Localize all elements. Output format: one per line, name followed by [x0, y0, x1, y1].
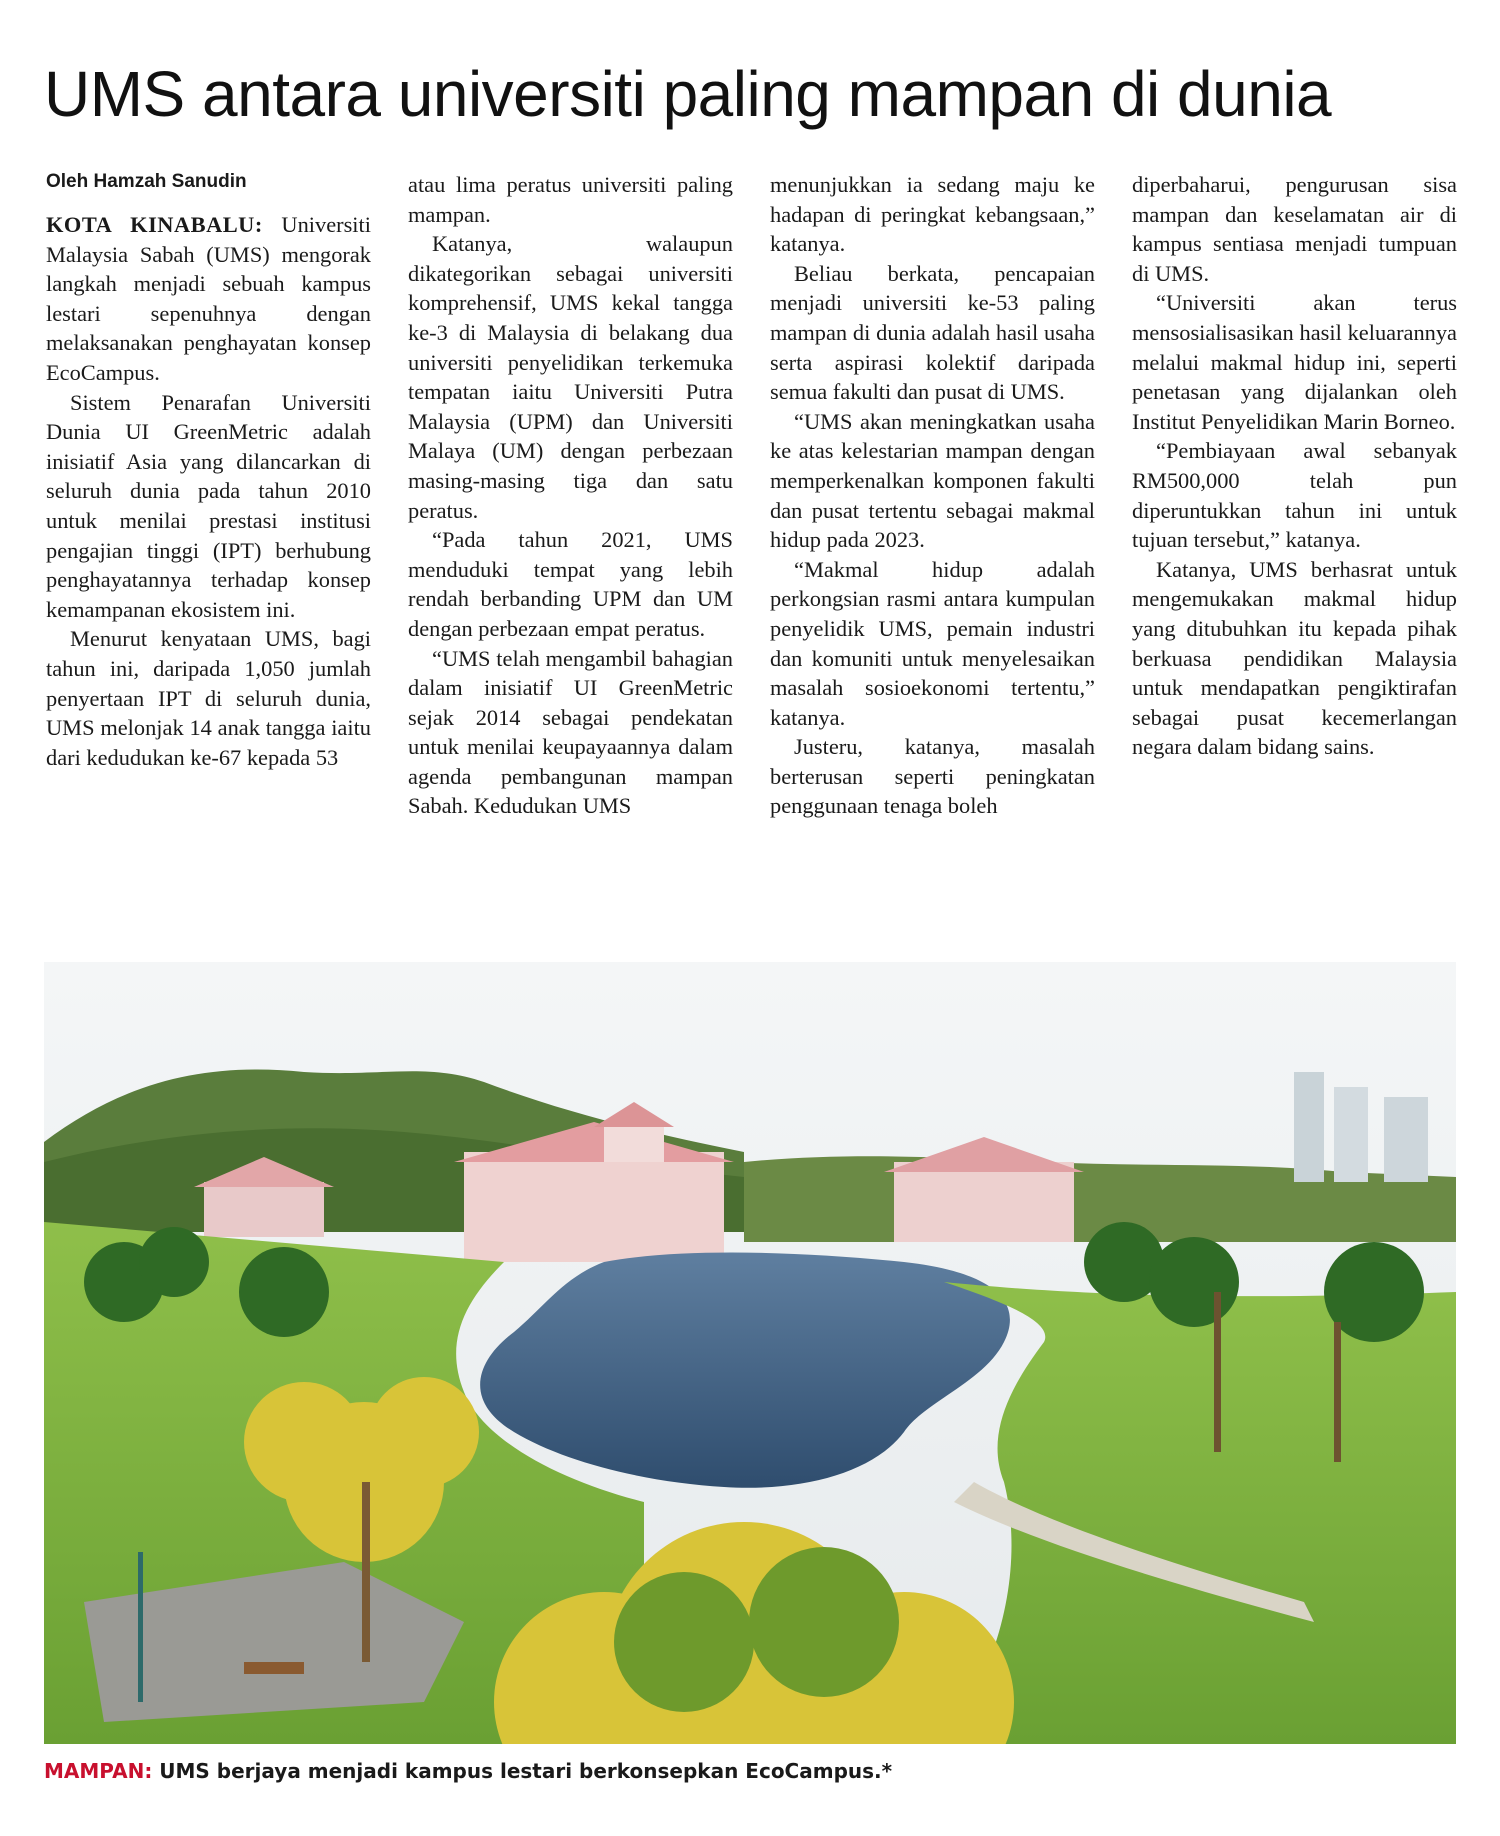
article-paragraph: Katanya, walaupun dikategorikan sebagai universiti komprehensif, UMS kekal tangga ke-3 di Malaysia di belakang dua universiti penyelidikan terkemuka tempatan iaitu Universiti Putra Malaysia (UPM) dan Universiti Malaya (UM) dengan perbezaan masing-masing tiga dan satu peratus.	[408, 231, 733, 523]
article-paragraph: Katanya, UMS berhasrat untuk mengemukakan makmal hidup yang ditubuhkan itu kepada pihak berkuasa pendidikan Malaysia untuk mendapatkan pengiktirafan sebagai pusat kecemerlangan negara dalam bidang sains.	[1132, 556, 1457, 760]
article-paragraph: Beliau berkata, pencapaian menjadi universiti ke-53 paling mampan di dunia adalah hasil usaha serta aspirasi kolektif daripada semua fakulti dan pusat di UMS.	[770, 260, 1095, 405]
article-paragraph: Sistem Penarafan Universiti Dunia UI GreenMetric adalah inisiatif Asia yang dilancarkan di seluruh dunia pada tahun 2010 untuk menilai prestasi institusi pengajian tinggi (IPT) berhubung penghayatannya terhadap konsep kemampanan ekosistem ini.	[46, 389, 371, 622]
article-paragraph: “UMS akan meningkatkan usaha ke atas kelestarian mampan dengan memperkenalkan komponen fakulti dan pusat tertentu sebagai makmal hidup pada 2023.	[770, 408, 1095, 553]
article-paragraph: atau lima peratus universiti paling mampan.	[408, 172, 733, 227]
article-column-2	[408, 170, 733, 821]
article-column-3	[770, 170, 1095, 821]
paragraph-text: Universiti Malaysia Sabah (UMS) mengorak langkah menjadi sebuah kampus lestari sepenuhnya dengan melaksanakan penghayatan konsep EcoCampus.	[46, 212, 371, 385]
campus-photo	[44, 962, 1456, 1744]
article-paragraph: Menurut kenyataan UMS, bagi tahun ini, daripada 1,050 jumlah penyertaan IPT di seluruh dunia, UMS melonjak 14 anak tangga iaitu dari kedudukan ke-67 kepada 53	[46, 626, 371, 770]
article-paragraph: “Pada tahun 2021, UMS menduduki tempat yang lebih rendah berbanding UPM dan UM dengan perbezaan empat peratus.	[408, 527, 733, 641]
byline: Oleh Hamzah Sanudin	[46, 171, 247, 192]
article-paragraph: “Makmal hidup adalah perkongsian rasmi antara kumpulan penyelidik UMS, pemain industri dan komuniti untuk menyelesaikan masalah sosioekonomi tertentu,” katanya.	[770, 556, 1095, 730]
headline: UMS antara universiti paling mampan di dunia	[44, 58, 1332, 130]
dateline: KOTA KINABALU:	[46, 212, 263, 237]
caption-text: UMS berjaya menjadi kampus lestari berkonsepkan EcoCampus.*	[152, 1759, 893, 1783]
article-paragraph: Justeru, katanya, masalah berterusan seperti peningkatan penggunaan tenaga boleh	[770, 734, 1095, 819]
article-column-4	[1132, 170, 1457, 762]
article-paragraph: “Universiti akan terus mensosialisasikan hasil keluarannya melalui makmal hidup ini, seperti penetasan yang dijalankan oleh Institut Penyelidikan Marin Borneo.	[1132, 290, 1457, 434]
article-paragraph: “Pembiayaan awal sebanyak RM500,000 telah pun diperuntukkan tahun ini untuk tujuan tersebut,” katanya.	[1132, 438, 1457, 553]
caption-label: MAMPAN:	[44, 1759, 153, 1783]
article-paragraph: “UMS telah mengambil bahagian dalam inisiatif UI GreenMetric sejak 2014 sebagai pendekatan untuk menilai keupayaannya dalam agenda pembangunan mampan Sabah. Kedudukan UMS	[408, 645, 733, 819]
photo-caption	[44, 1756, 1456, 1786]
article-paragraph	[46, 210, 371, 388]
article-column-1	[46, 170, 371, 772]
article-paragraph: diperbaharui, pengurusan sisa mampan dan keselamatan air di kampus sentiasa menjadi tumpuan di UMS.	[1132, 172, 1457, 286]
article-paragraph: menunjukkan ia sedang maju ke hadapan di peringkat kebangsaan,” katanya.	[770, 172, 1095, 257]
